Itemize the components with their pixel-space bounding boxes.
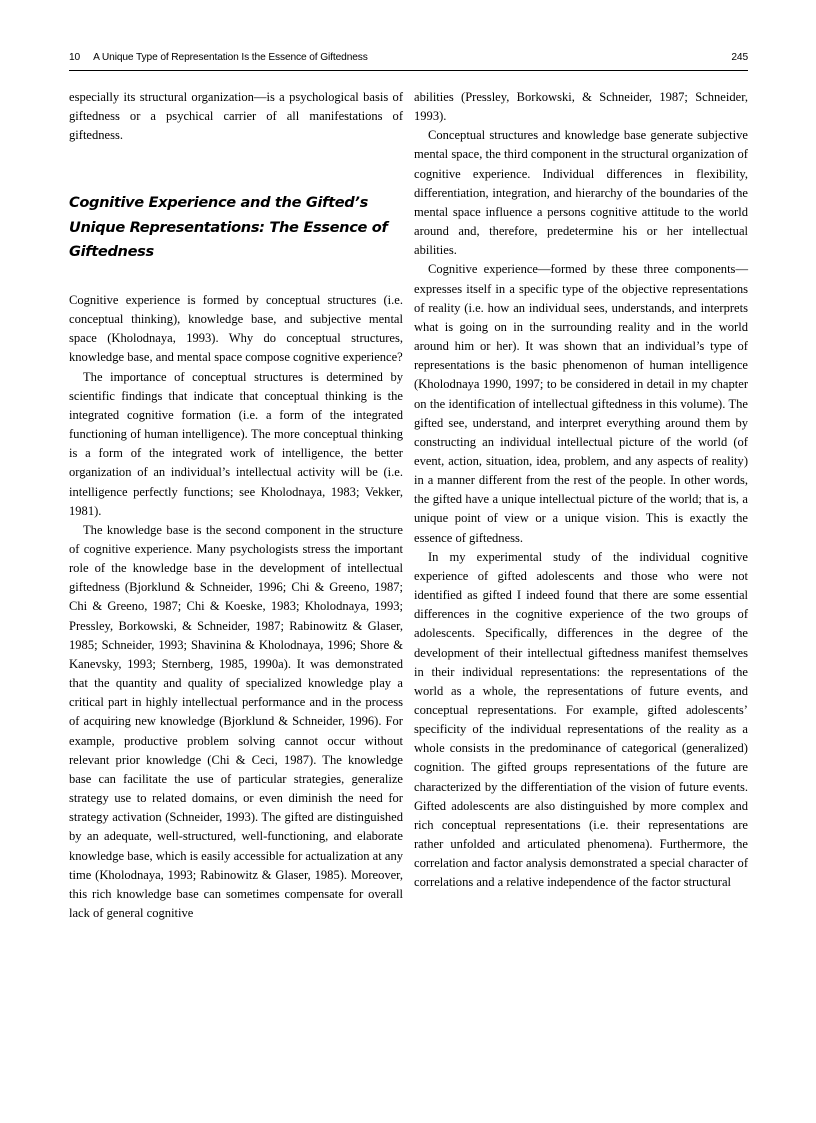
- left-paragraph-2: The importance of conceptual structures is determined by scientific findings that indicate that conceptual thinking is the integrated cognitive formation (i.e. a form of the integrated functioning of human intelligence). The more conceptual thinking is a form of the integrated work of intelligence, the better organization of an individual’s intellectual activity will be (i.e. intelligence perfectly functions; see Kholodnaya, 1983; Vekker, 1981).: [69, 369, 403, 518]
- right-column: [414, 88, 748, 1028]
- left-column: [69, 88, 403, 1028]
- running-head: [69, 52, 748, 63]
- right-paragraph-2: Cognitive experience—formed by these three components—expresses itself in a specific type of the objective representations of reality (i.e. how an individual sees, understands, and interprets what is going on in the surrounding reality and in the world around him or her). It was shown that an individual’s type of representations is the basic phenomenon of human intelligence (Kholodnaya 1990, 1997; to be considered in detail in my chapter on the identification of intellectual giftedness in this volume). The gifted see, understand, and interpret everything around them by constructing an individual intellectual picture of the world (of event, action, situation, idea, problem, and any aspects of reality) in a manner different from the rest of the people. In other words, the gifted have a unique intellectual picture of the world; that is, a unique point of view or a unique vision. This is exactly the essence of giftedness.: [414, 262, 748, 545]
- chapter-title: A Unique Type of Representation Is the Essence of Giftedness: [93, 52, 368, 63]
- chapter-number: 10: [69, 52, 81, 63]
- left-continued-paragraph: especially its structural organization—is a psychological basis of giftedness or a psychical carrier of all manifestations of giftedness.: [69, 90, 403, 143]
- header-rule-divider: [69, 70, 748, 71]
- heading-spacer-above: [69, 145, 403, 191]
- left-paragraph-3: The knowledge base is the second component in the structure of cognitive experience. Many psychologists stress the important role of the knowledge base in the development of intellectual giftedness (Bjorklund & Schneider, 1996; Chi & Greeno, 1987; Chi & Greeno, 1987; Chi & Koeske, 1983; Kholodnaya, 1993; Pressley, Borkowski, & Schneider, 1987; Rabinowitz & Glaser, 1985; Schneider, 1993; Shavinina & Kholodnaya, 1996; Shore & Kanevsky, 1993; Sternberg, 1985, 1990a). It was demonstrated that the quantity and quality of specialized knowledge play a critical part in highly intellectual performance and in the process of acquiring new knowledge (Bjorklund & Schneider, 1996). For example, productive problem solving cannot occur without relevant prior knowledge (Chi & Ceci, 1987). The knowledge base can facilitate the use of particular strategies, generalize strategy use to related domains, or even diminish the need for strategy activation (Schneider, 1993). The gifted are distinguished by an adequate, well-structured, well-functioning, and elaborate knowledge base, which is easily accessible for actualization at any time (Kholodnaya, 1993; Rabinowitz & Glaser, 1985). Moreover, this rich knowledge base can sometimes compensate for overall lack of general cognitive: [69, 522, 403, 920]
- page-number: 245: [731, 52, 748, 63]
- left-paragraph-1: Cognitive experience is formed by conceptual structures (i.e. conceptual thinking), knowledge base, and subjective mental space (Kholodnaya, 1993). Why do conceptual structures, knowledge base, and mental space compose cognitive experience?: [69, 292, 403, 365]
- body-columns: [69, 88, 748, 1028]
- running-head-left: [69, 52, 368, 63]
- section-heading: Cognitive Experience and the Gifted’s Unique Representations: The Essence of Giftedness: [69, 194, 388, 261]
- heading-spacer-below: [69, 265, 403, 291]
- right-paragraph-3: In my experimental study of the individual cognitive experience of gifted adolescents and those who were not identified as gifted I indeed found that there are some essential differences in the cognitive experience of the two groups of adolescents. Specifically, differences in the degree of the development of their intellectual giftedness manifest themselves in their individual representations: the representations of the world as a whole, the representations of future events, and conceptual representations. For example, gifted adolescents’ specificity of the individual representations of the reality as a whole consists in the predominance of categorical (generalized) cognition. The gifted groups representations of the future are characterized by the differentiation of the vision of future events. Gifted adolescents are also distinguished by more complex and rich conceptual representations (i.e. their representations are rather unfolded and articulated phenomena). Furthermore, the correlation and factor analysis demonstrated a special character of correlations and a relative independence of the factor structural: [414, 549, 748, 890]
- right-continued-paragraph: abilities (Pressley, Borkowski, & Schneider, 1987; Schneider, 1993).: [414, 90, 748, 124]
- right-paragraph-1: Conceptual structures and knowledge base generate subjective mental space, the third component in the structural organization of cognitive experience. Individual differences in flexibility, differentiation, integration, and hierarchy of the boundaries of the mental space influence a persons cognitive attitude to the world around and, therefore, predetermine his or her intellectual abilities.: [414, 128, 748, 258]
